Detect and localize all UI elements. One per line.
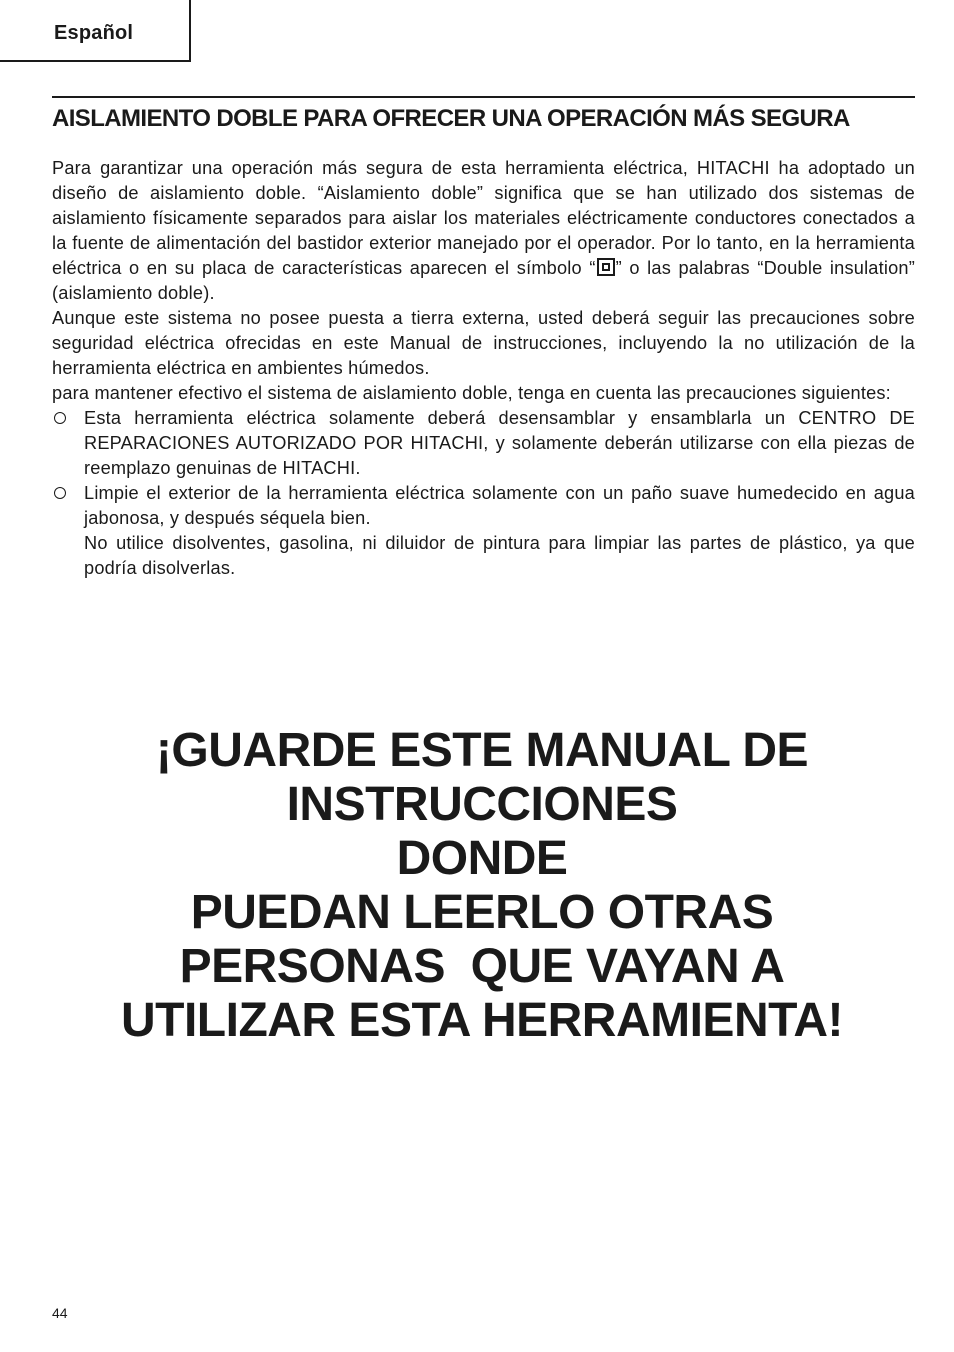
paragraph-1-start: Para garantizar una operación más segura de esta herramienta eléctrica, HITACHI ha adoptado un diseño de aislamiento doble. “Aislamiento doble” significa que se han utilizado dos sistemas de aislamiento físicamente separados para aislar los materiales eléctricamente conductores conectados a la fuente de alimentación del bastidor exterior manejado por el operador. Por lo tanto, en la herramienta eléctrica o en su placa de características aparecen el símbolo “ [52,158,915,278]
precautions-list [52,406,915,581]
list-item-text: Esta herramienta eléctrica solamente deberá desensamblar y ensamblarla un CENTRO DE REPARACIONES AUTORIZADO POR HITACHI, y solamente deberán utilizarse con ella piezas de reemplazo genuinas de HITACHI. [84,408,915,478]
section-body [52,156,915,581]
notice-line: PUEDAN LEERLO OTRAS [190,886,774,939]
notice-line: DONDE [396,832,568,885]
double-insulation-section [52,96,915,581]
notice-line: PERSONAS QUE VAYAN A [179,940,785,993]
double-insulation-icon [597,258,615,276]
language-label: Español [54,22,134,44]
circle-bullet-icon [54,487,66,499]
notice-line: UTILIZAR ESTA HERRAMIENTA! [120,994,844,1047]
list-item [52,481,915,581]
paragraph-1 [52,156,915,306]
section-title: AISLAMIENTO DOBLE PARA OFRECER UNA OPERACIÓN MÁS SEGURA [52,105,850,132]
page-number: 44 [52,1305,68,1321]
language-tab [0,0,191,62]
save-manual-notice [40,724,924,1048]
circle-bullet-icon [54,412,66,424]
list-item [52,406,915,481]
notice-line: ¡GUARDE ESTE MANUAL DE [155,724,809,777]
paragraph-3: para mantener efectivo el sistema de aislamiento doble, tenga en cuenta las precauciones siguientes: [52,383,891,403]
paragraph-1-end: ” o las palabras “Double insulation” (aislamiento doble). [52,258,916,303]
list-item-text-continued: No utilice disolventes, gasolina, ni diluidor de pintura para limpiar las partes de plástico, ya que podría disolverlas. [84,533,915,578]
notice-line: INSTRUCCIONES [286,778,678,831]
paragraph-2: Aunque este sistema no posee puesta a tierra externa, usted deberá seguir las precauciones sobre seguridad eléctrica ofrecidas en este Manual de instrucciones, incluyendo la no utilización de la herramienta eléctrica en ambientes húmedos. [52,308,915,378]
heading-rule [52,96,915,98]
list-item-text: Limpie el exterior de la herramienta eléctrica solamente con un paño suave humedecido en agua jabonosa, y después séquela bien. [84,483,915,528]
